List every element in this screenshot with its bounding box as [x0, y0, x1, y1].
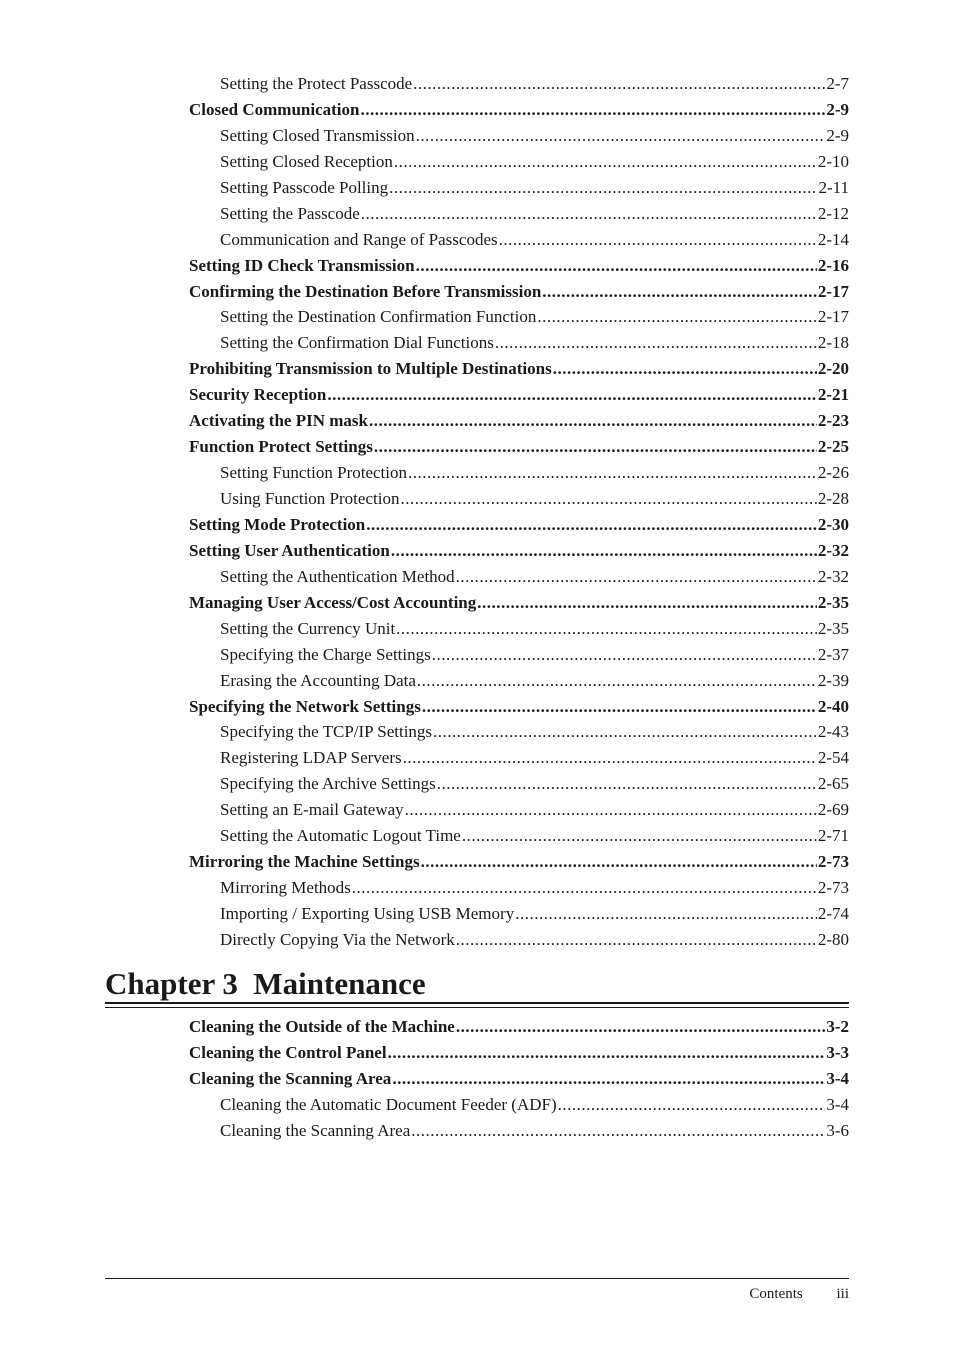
toc-dot-leader: [433, 722, 817, 742]
toc-dot-leader: [392, 1069, 825, 1089]
toc-subsection-entry[interactable]: [189, 619, 849, 645]
toc-dot-leader: [400, 489, 816, 509]
toc-dot-leader: [405, 800, 817, 820]
toc-entry-page: 2-21: [817, 385, 849, 405]
toc-entry-page: 2-16: [817, 255, 849, 275]
toc-entry-title: Cleaning the Automatic Document Feeder (ADF): [220, 1094, 557, 1114]
toc-dot-leader: [416, 256, 817, 276]
toc-dot-leader: [389, 178, 817, 198]
toc-dot-leader: [391, 541, 817, 561]
chapter-heading-rule-thin: [105, 1007, 849, 1008]
toc-entry-title: Activating the PIN mask: [189, 411, 368, 431]
toc-dot-leader: [416, 126, 826, 146]
toc-entry-page: 2-9: [826, 99, 849, 119]
toc-subsection-entry[interactable]: [189, 774, 849, 800]
toc-entry-page: 2-7: [826, 74, 849, 93]
toc-entry-page: 2-28: [817, 489, 849, 508]
toc-dot-leader: [456, 567, 817, 587]
toc-entry-page: 3-4: [826, 1068, 849, 1088]
toc-entry-title: Using Function Protection: [220, 489, 400, 508]
toc-entry-page: 3-6: [826, 1120, 849, 1140]
toc-section-entry[interactable]: [189, 697, 849, 723]
footer-page-number: iii: [836, 1286, 849, 1302]
toc-entry-page: 3-3: [826, 1042, 849, 1062]
toc-subsection-entry[interactable]: [189, 126, 849, 152]
toc-dot-leader: [422, 697, 817, 717]
toc-subsection-entry[interactable]: [189, 333, 849, 359]
toc-subsection-entry[interactable]: [189, 904, 849, 930]
toc-list-chapter-3: [189, 1017, 849, 1147]
toc-dot-leader: [369, 411, 817, 431]
toc-section-entry[interactable]: [189, 359, 849, 385]
toc-entry-title: Setting Mode Protection: [189, 514, 366, 534]
toc-list-chapter-2: [189, 74, 849, 956]
toc-entry-page: 2-9: [826, 125, 849, 145]
toc-entry-title: Registering LDAP Servers: [220, 748, 402, 768]
toc-subsection-entry[interactable]: [189, 1095, 849, 1121]
toc-section-entry[interactable]: [189, 1017, 849, 1043]
toc-entry-title: Cleaning the Outside of the Machine: [189, 1017, 455, 1036]
toc-entry-title: Setting the Destination Confirmation Function: [220, 307, 537, 327]
toc-dot-leader: [553, 359, 817, 379]
toc-entry-page: 2-39: [817, 670, 849, 690]
toc-dot-leader: [361, 204, 817, 224]
toc-dot-leader: [403, 748, 817, 768]
toc-dot-leader: [421, 852, 817, 872]
chapter-3-heading: Chapter 3 Maintenance: [105, 966, 426, 1001]
toc-dot-leader: [456, 1017, 825, 1037]
toc-entry-title: Prohibiting Transmission to Multiple Destinations: [189, 359, 552, 379]
toc-section-entry[interactable]: [189, 437, 849, 463]
toc-entry-page: 2-14: [817, 229, 849, 249]
toc-entry-page: 2-32: [817, 540, 849, 560]
toc-dot-leader: [388, 1043, 826, 1063]
toc-entry-page: 2-11: [818, 177, 849, 197]
toc-entry-title: Setting the Confirmation Dial Functions: [220, 333, 494, 353]
toc-dot-leader: [417, 671, 817, 691]
toc-subsection-entry[interactable]: [189, 204, 849, 230]
toc-entry-page: 2-32: [817, 566, 849, 586]
toc-subsection-entry[interactable]: [189, 800, 849, 826]
toc-section-entry[interactable]: [189, 541, 849, 567]
toc-subsection-entry[interactable]: [189, 722, 849, 748]
toc-entry-page: 2-65: [817, 774, 849, 794]
toc-entry-title: Setting the Passcode: [220, 203, 360, 223]
toc-entry-title: Mirroring Methods: [220, 878, 351, 898]
toc-dot-leader: [515, 904, 817, 924]
toc-dot-leader: [558, 1095, 826, 1115]
toc-dot-leader: [456, 930, 817, 950]
toc-entry-title: Communication and Range of Passcodes: [220, 229, 498, 249]
toc-entry-title: Setting Closed Reception: [220, 151, 393, 171]
toc-dot-leader: [374, 437, 817, 457]
toc-dot-leader: [495, 333, 817, 353]
footer-rule: [105, 1278, 849, 1279]
toc-entry-title: Function Protect Settings: [189, 437, 373, 457]
toc-entry-page: 2-40: [817, 696, 849, 716]
toc-entry-page: 2-35: [817, 618, 849, 638]
toc-entry-title: Setting Passcode Polling: [220, 177, 389, 197]
toc-entry-page: 2-30: [817, 514, 849, 534]
toc-entry-title: Setting the Currency Unit: [220, 618, 396, 638]
toc-entry-title: Setting the Authentication Method: [220, 566, 455, 586]
toc-dot-leader: [537, 307, 816, 327]
toc-entry-page: 2-23: [817, 411, 849, 431]
toc-entry-page: 2-10: [817, 151, 849, 171]
toc-entry-page: 2-73: [817, 852, 849, 872]
toc-entry-page: 2-54: [817, 748, 849, 768]
toc-entry-title: Specifying the Network Settings: [189, 696, 421, 716]
footer-section-label: Contents: [749, 1286, 803, 1302]
toc-entry-page: 2-37: [817, 644, 849, 664]
toc-section-entry[interactable]: [189, 1069, 849, 1095]
toc-entry-page: 3-4: [826, 1094, 849, 1114]
toc-subsection-entry[interactable]: [189, 1121, 849, 1147]
toc-entry-page: 2-80: [817, 929, 849, 949]
toc-entry-page: 2-17: [817, 307, 849, 327]
toc-entry-title: Mirroring the Machine Settings: [189, 852, 420, 872]
toc-section-entry[interactable]: [189, 256, 849, 282]
toc-section-entry[interactable]: [189, 100, 849, 126]
toc-dot-leader: [477, 593, 817, 613]
toc-subsection-entry[interactable]: [189, 152, 849, 178]
toc-section-entry[interactable]: [189, 282, 849, 308]
toc-entry-page: 2-17: [817, 281, 849, 301]
toc-dot-leader: [396, 619, 817, 639]
toc-entry-title: Specifying the TCP/IP Settings: [220, 722, 433, 742]
toc-entry-title: Setting User Authentication: [189, 540, 390, 560]
toc-section-entry[interactable]: [189, 515, 849, 541]
toc-subsection-entry[interactable]: [189, 645, 849, 671]
toc-dot-leader: [413, 74, 825, 94]
toc-dot-leader: [360, 100, 825, 120]
toc-dot-leader: [394, 152, 817, 172]
toc-entry-title: Directly Copying Via the Network: [220, 929, 455, 949]
toc-entry-title: Specifying the Charge Settings: [220, 644, 431, 664]
toc-dot-leader: [327, 385, 816, 405]
toc-entry-page: 2-35: [817, 592, 849, 612]
toc-subsection-entry[interactable]: [189, 878, 849, 904]
toc-subsection-entry[interactable]: [189, 671, 849, 697]
toc-subsection-entry[interactable]: [189, 930, 849, 956]
toc-entry-title: Specifying the Archive Settings: [220, 774, 436, 794]
toc-entry-title: Setting Closed Transmission: [220, 125, 415, 145]
toc-section-entry[interactable]: [189, 385, 849, 411]
page-footer: [749, 1286, 849, 1303]
chapter-heading-rule-thick: [105, 1002, 849, 1004]
toc-subsection-entry[interactable]: [189, 826, 849, 852]
toc-entry-page: 2-26: [817, 463, 849, 483]
toc-entry-page: 2-43: [817, 722, 849, 742]
toc-entry-title: Setting an E-mail Gateway: [220, 800, 404, 820]
toc-entry-page: 2-20: [817, 359, 849, 379]
toc-subsection-entry[interactable]: [189, 178, 849, 204]
toc-subsection-entry[interactable]: [189, 230, 849, 256]
toc-entry-title: Erasing the Accounting Data: [220, 670, 416, 690]
toc-entry-title: Security Reception: [189, 385, 327, 405]
toc-section-entry[interactable]: [189, 1043, 849, 1069]
toc-entry-title: Setting the Protect Passcode: [220, 74, 413, 93]
toc-subsection-entry[interactable]: [189, 307, 849, 333]
toc-entry-page: 2-71: [817, 826, 849, 846]
toc-entry-title: Confirming the Destination Before Transmission: [189, 281, 542, 301]
toc-entry-title: Setting the Automatic Logout Time: [220, 826, 461, 846]
toc-dot-leader: [499, 230, 817, 250]
toc-entry-title: Managing User Access/Cost Accounting: [189, 592, 477, 612]
toc-subsection-entry[interactable]: [189, 489, 849, 515]
toc-section-entry[interactable]: [189, 411, 849, 437]
toc-entry-page: 2-69: [817, 800, 849, 820]
toc-entry-title: Closed Communication: [189, 99, 360, 119]
toc-subsection-entry[interactable]: [189, 567, 849, 593]
toc-entry-page: 2-25: [817, 437, 849, 457]
toc-dot-leader: [437, 774, 817, 794]
toc-dot-leader: [462, 826, 817, 846]
toc-entry-title: Importing / Exporting Using USB Memory: [220, 904, 515, 923]
toc-dot-leader: [366, 515, 817, 535]
toc-subsection-entry[interactable]: [189, 74, 849, 100]
toc-dot-leader: [411, 1121, 825, 1141]
toc-entry-title: Cleaning the Control Panel: [189, 1042, 387, 1062]
toc-section-entry[interactable]: [189, 852, 849, 878]
toc-entry-title: Setting ID Check Transmission: [189, 255, 415, 275]
toc-entry-title: Cleaning the Scanning Area: [220, 1120, 411, 1140]
toc-entry-page: 2-12: [817, 203, 849, 223]
toc-entry-page: 2-18: [817, 333, 849, 353]
toc-subsection-entry[interactable]: [189, 463, 849, 489]
toc-entry-page: 2-73: [817, 878, 849, 898]
toc-dot-leader: [352, 878, 817, 898]
toc-entry-title: Setting Function Protection: [220, 463, 407, 483]
toc-entry-title: Cleaning the Scanning Area: [189, 1068, 392, 1088]
toc-dot-leader: [542, 282, 817, 302]
toc-dot-leader: [408, 463, 817, 483]
toc-section-entry[interactable]: [189, 593, 849, 619]
toc-entry-page: 2-74: [817, 904, 849, 923]
toc-subsection-entry[interactable]: [189, 748, 849, 774]
toc-dot-leader: [432, 645, 817, 665]
toc-entry-page: 3-2: [826, 1017, 849, 1036]
